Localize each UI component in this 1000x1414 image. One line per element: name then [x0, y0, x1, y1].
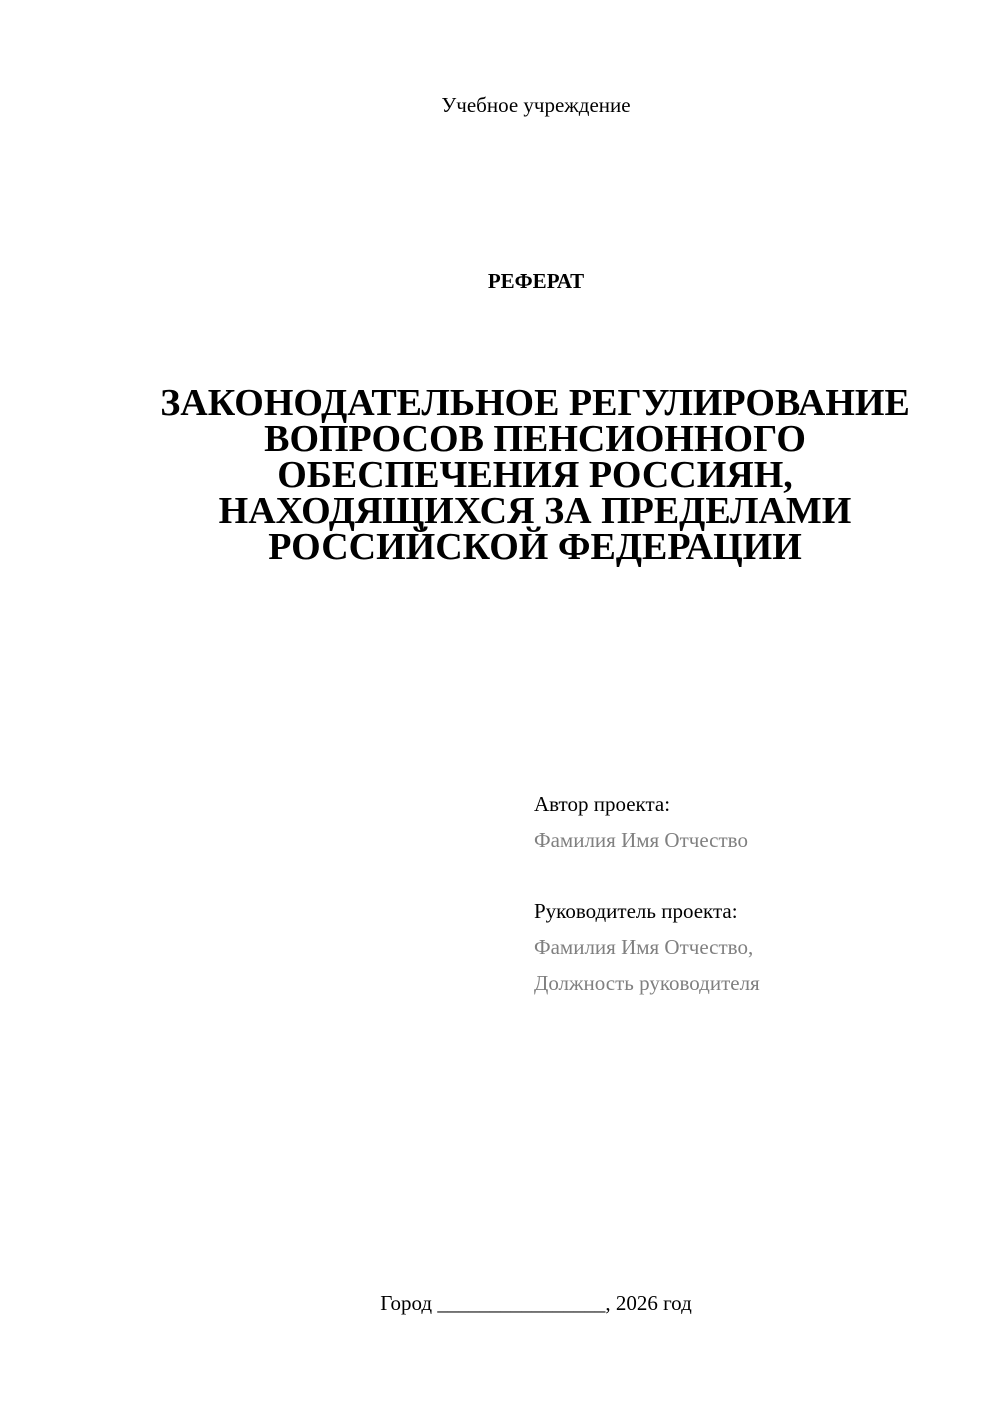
- document-type: РЕФЕРАТ: [487, 269, 585, 293]
- institution-name: Учебное учреждение: [441, 93, 631, 117]
- title-line: ОБЕСПЕЧЕНИЯ РОССИЯН,: [277, 454, 793, 496]
- author-name: Фамилия Имя Отчество: [534, 828, 748, 852]
- author-label: Автор проекта:: [534, 792, 671, 816]
- author-block: [534, 786, 964, 858]
- city-year-line: Город ________________, 2026 год: [380, 1291, 692, 1315]
- title-line: ВОПРОСОВ ПЕНСИОННОГО: [264, 418, 806, 460]
- title-line: НАХОДЯЩИХСЯ ЗА ПРЕДЕЛАМИ: [218, 490, 852, 532]
- supervisor-label: Руководитель проекта:: [534, 899, 738, 923]
- title-line: РОССИЙСКОЙ ФЕДЕРАЦИИ: [268, 526, 802, 568]
- supervisor-name: Фамилия Имя Отчество,: [534, 935, 754, 959]
- supervisor-position: Должность руководителя: [534, 971, 760, 995]
- title-line: ЗАКОНОДАТЕЛЬНОЕ РЕГУЛИРОВАНИЕ: [160, 382, 910, 424]
- supervisor-block: [534, 893, 964, 1001]
- document-title: [100, 382, 970, 568]
